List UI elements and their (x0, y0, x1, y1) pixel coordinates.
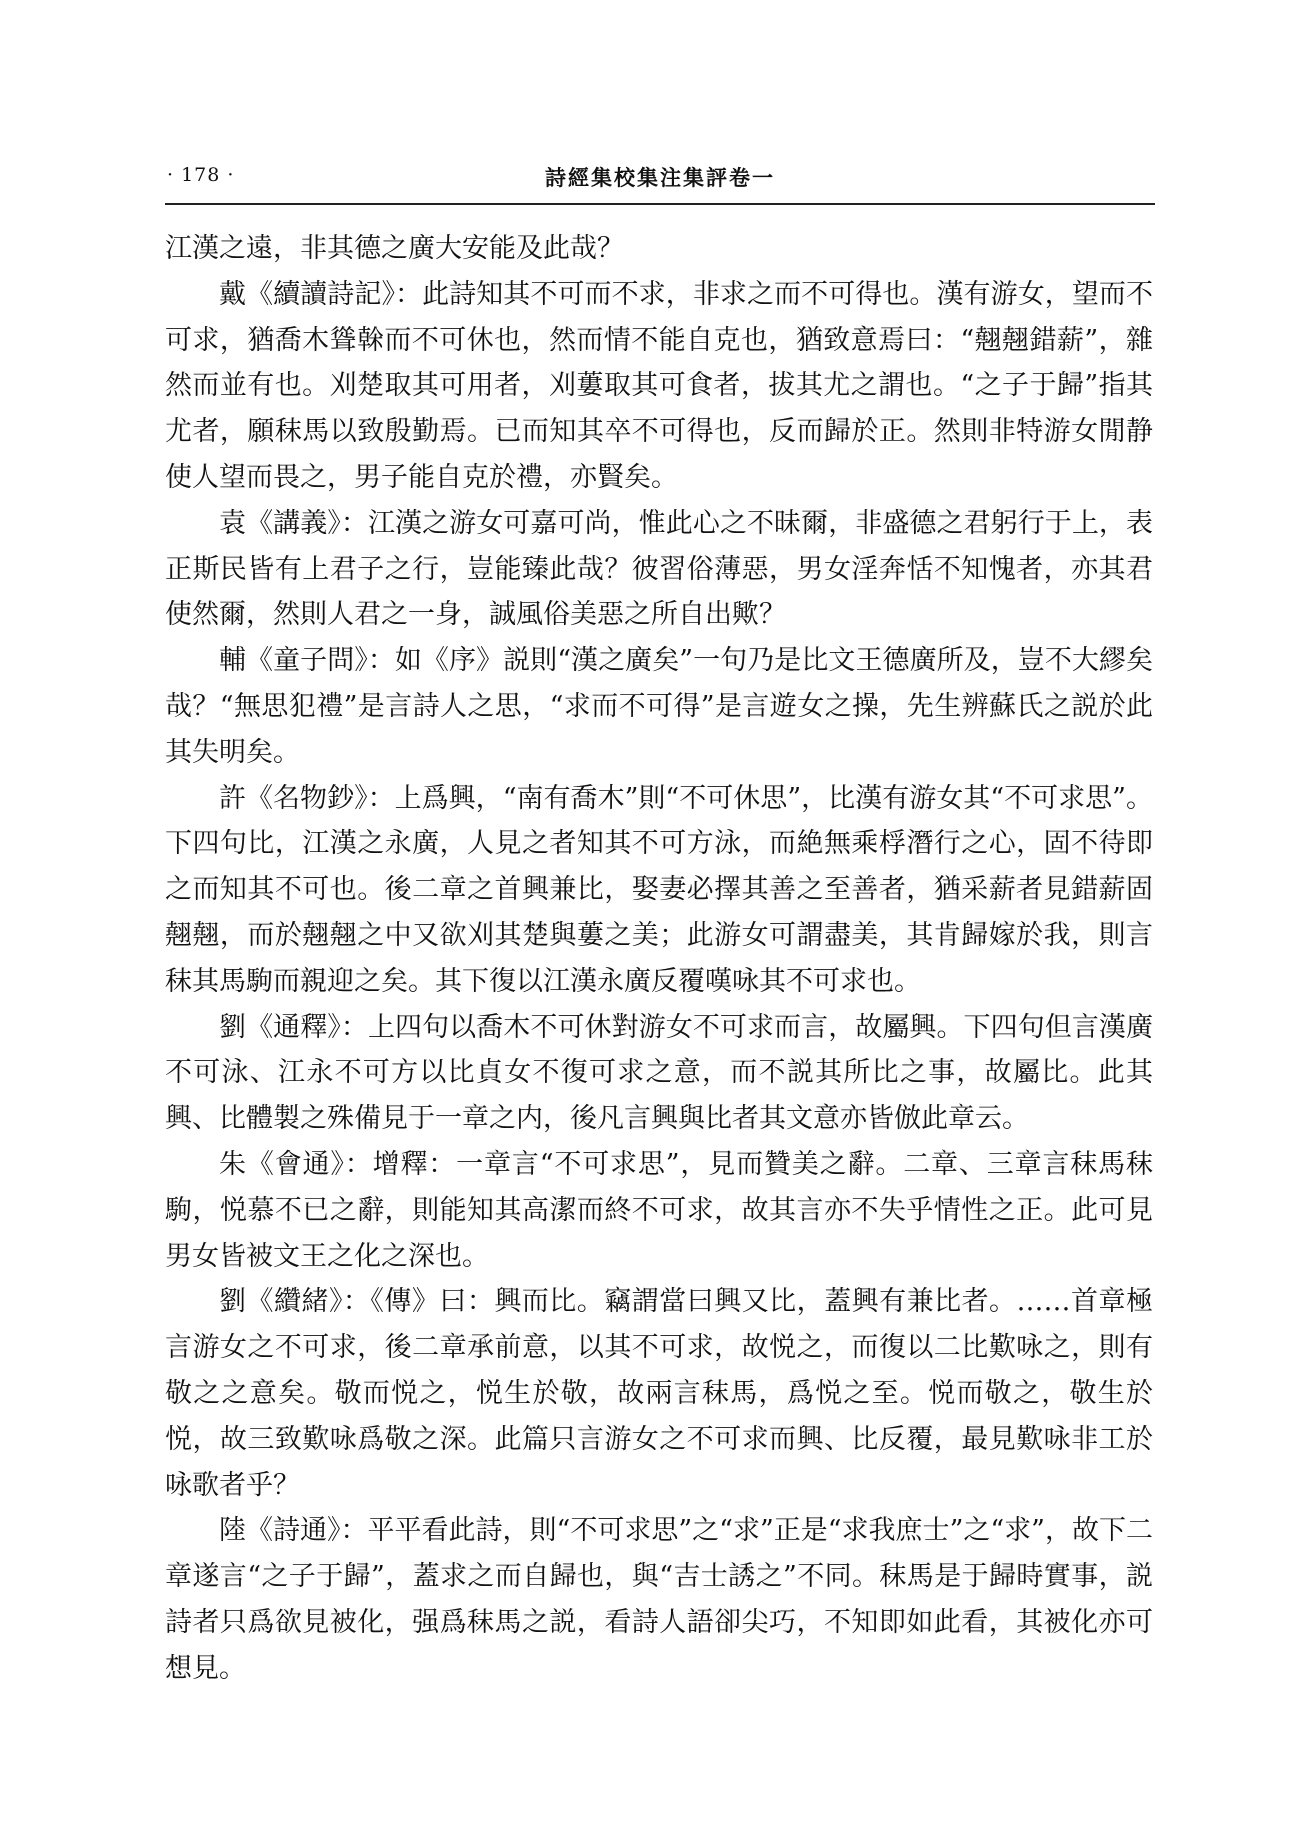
paragraph-lu-shitong: 陸《詩通》：平平看此詩，則“不可求思”之“求”正是“求我庶士”之“求”，故下二章遂言“之子于歸”，蓋求之而自歸也，與“吉士誘之”不同。秣馬是于歸時實事，説詩者只爲欲見被化，强爲秣馬之説，看詩人語卻尖巧，不知即如此看，其被化亦可想見。 (165, 1515, 1153, 1684)
page-header (165, 160, 1155, 200)
paragraph-fu-tongziwen: 輔《童子問》：如《序》説則“漢之廣矣”一句乃是比文王德廣所及，豈不大繆矣哉？“無思犯禮”是言詩人之思，“求而不可得”是言遊女之操，先生辨蘇氏之説於此其失明矣。 (165, 645, 1153, 768)
page-number: · 178 · (167, 164, 235, 186)
paragraph-liu-zuanxu: 劉《纘緒》：《傳》曰：興而比。竊謂當曰興又比，蓋興有兼比者。……首章極言游女之不可求，後二章承前意，以其不可求，故悦之，而復以二比歎咏之，則有敬之之意矣。敬而悦之，悦生於敬，故兩言秣馬，爲悦之至。悦而敬之，敬生於悦，故三致歎咏爲敬之深。此篇只言游女之不可求而興、比反覆，最見歎咏非工於咏歌者乎？ (165, 1286, 1153, 1501)
paragraph-zhu-huitong: 朱《會通》：增釋：一章言“不可求思”，見而贊美之辭。二章、三章言秣馬秣駒，悦慕不已之辭，則能知其高潔而終不可求，故其言亦不失乎情性之正。此可見男女皆被文王之化之深也。 (165, 1148, 1153, 1272)
paragraph-xu-mingwuchao: 許《名物鈔》：上爲興，“南有喬木”則“不可休思”，比漢有游女其“不可求思”。下四句比，江漢之永廣，人見之者知其不可方泳，而絶無乘桴潛行之心，固不待即之而知其不可也。後二章之首興兼比，娶妻必擇其善之至善者，猶采薪者見錯薪固翹翹，而於翹翹之中又欲刈其楚與蔞之美；此游女可謂盡美，其肯歸嫁於我，則言秣其馬駒而親迎之矣。其下復以江漢永廣反覆嘆咏其不可求也。 (165, 782, 1153, 997)
body-text (165, 226, 1153, 1692)
paragraph-yuan-jiangyi: 袁《講義》：江漢之游女可嘉可尚，惟此心之不昧爾，非盛德之君躬行于上，表正斯民皆有上君子之行，豈能臻此哉？彼習俗薄惡，男女淫奔恬不知愧者，亦其君使然爾，然則人君之一身，誠風俗美惡之所自出歟？ (165, 507, 1153, 631)
paragraph-dai-xudushiji: 戴《續讀詩記》：此詩知其不可而不求，非求之而不可得也。漢有游女，望而不可求，猶喬木聳榦而不可休也，然而情不能自克也，猶致意焉曰：“翹翹錯薪”，雜然而並有也。刈楚取其可用者，刈蔞取其可食者，拔其尤之謂也。“之子于歸”指其尤者，願秣馬以致殷勤焉。已而知其卒不可得也，反而歸於正。然則非特游女閒静使人望而畏之，男子能自克於禮，亦賢矣。 (165, 278, 1153, 493)
paragraph-liu-tongshi: 劉《通釋》：上四句以喬木不可休對游女不可求而言，故屬興。下四句但言漢廣不可泳、江永不可方以比貞女不復可求之意，而不説其所比之事，故屬比。此其興、比體製之殊備見于一章之内，後凡言興與比者其文意亦皆倣此章云。 (165, 1011, 1153, 1135)
header-rule (165, 203, 1155, 205)
paragraph-continued: 江漢之遠，非其德之廣大安能及此哉？ (165, 233, 624, 264)
running-title: 詩經集校集注集評卷一 (545, 165, 775, 190)
